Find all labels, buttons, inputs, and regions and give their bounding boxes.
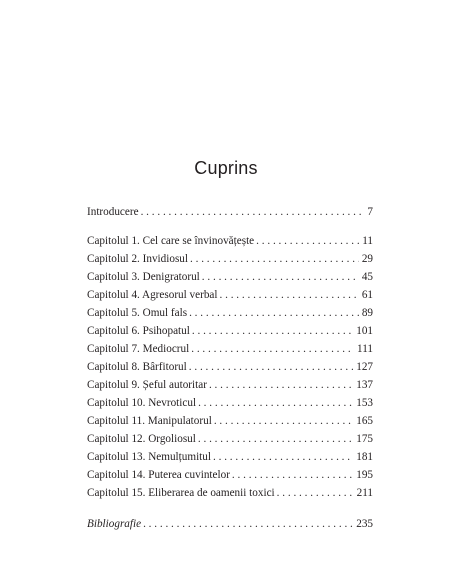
toc-entry-chapter-10	[87, 395, 373, 411]
dot-leader	[191, 341, 354, 357]
dot-leader	[189, 305, 359, 321]
toc-entry-page: 7	[367, 206, 373, 218]
toc-entry-label: Capitolul 14. Puterea cuvintelor	[87, 469, 230, 481]
toc-entry-page: 235	[356, 518, 373, 530]
toc-entry-label: Capitolul 13. Nemulțumitul	[87, 451, 211, 463]
toc-entry-page: 181	[356, 451, 373, 463]
toc-entry-page: 29	[361, 253, 373, 265]
toc-entry-chapter-3	[87, 269, 373, 285]
toc-entry-label: Capitolul 4. Agresorul verbal	[87, 289, 218, 301]
toc-entry-chapter-2	[87, 251, 373, 267]
toc-entry-introducere	[87, 204, 373, 220]
toc-entry-page: 11	[362, 235, 373, 247]
toc-entry-label: Capitolul 1. Cel care se învinovățește	[87, 235, 255, 247]
toc-entry-label: Introducere	[87, 206, 139, 218]
dot-leader	[202, 269, 359, 285]
dot-leader	[214, 413, 353, 429]
toc-entry-label: Capitolul 5. Omul fals	[87, 307, 188, 319]
toc-entry-label: Capitolul 6. Psihopatul	[87, 325, 190, 337]
dot-leader	[213, 449, 353, 465]
toc-entry-label: Capitolul 10. Nevroticul	[87, 397, 197, 409]
toc-entry-chapter-6	[87, 323, 373, 339]
toc-entry-chapter-7	[87, 341, 373, 357]
dot-leader	[143, 516, 353, 532]
toc-entry-label: Capitolul 3. Denigratorul	[87, 271, 200, 283]
dot-leader	[198, 431, 353, 447]
toc-entry-label: Capitolul 9. Șeful autoritar	[87, 379, 207, 391]
dot-leader	[232, 467, 353, 483]
toc-entry-chapter-11	[87, 413, 373, 429]
toc-entry-bibliografie	[87, 516, 373, 532]
toc-entry-label: Bibliografie	[87, 518, 142, 530]
dot-leader	[141, 204, 365, 220]
toc-entry-chapter-5	[87, 305, 373, 321]
toc-entry-label: Capitolul 12. Orgoliosul	[87, 433, 196, 445]
toc-entry-page: 89	[361, 307, 373, 319]
toc-entry-page: 153	[356, 397, 373, 409]
toc-entry-label: Capitolul 11. Manipulatorul	[87, 415, 212, 427]
toc-entry-chapter-14	[87, 467, 373, 483]
toc-entry-label: Capitolul 2. Invidiosul	[87, 253, 188, 265]
toc-entry-page: 127	[356, 361, 373, 373]
toc-entry-chapter-9	[87, 377, 373, 393]
dot-leader	[192, 323, 353, 339]
dot-leader	[209, 377, 353, 393]
toc-entry-label: Capitolul 8. Bârfitorul	[87, 361, 187, 373]
toc-entry-chapter-13	[87, 449, 373, 465]
toc-entry-chapter-4	[87, 287, 373, 303]
toc-entry-page: 61	[361, 289, 373, 301]
dot-leader	[189, 359, 353, 375]
toc-entry-label: Capitolul 15. Eliberarea de oamenii toxici	[87, 487, 275, 499]
dot-leader	[198, 395, 353, 411]
toc-entry-page: 45	[361, 271, 373, 283]
toc-entry-page: 137	[356, 379, 373, 391]
toc-entry-page: 165	[356, 415, 373, 427]
toc-entry-page: 101	[356, 325, 373, 337]
dot-leader	[256, 233, 359, 249]
toc-entry-chapter-1	[87, 233, 373, 249]
toc-entry-chapter-12	[87, 431, 373, 447]
dot-leader	[220, 287, 359, 303]
toc-entry-page: 175	[356, 433, 373, 445]
toc-entry-page: 195	[356, 469, 373, 481]
dot-leader	[190, 251, 359, 267]
toc-entry-label: Capitolul 7. Mediocrul	[87, 343, 190, 355]
toc-entry-chapter-8	[87, 359, 373, 375]
toc-entry-page: 211	[356, 487, 373, 499]
dot-leader	[277, 485, 354, 501]
toc-entry-page: 111	[357, 343, 373, 355]
page-title: Cuprins	[194, 158, 258, 178]
toc-entry-chapter-15	[87, 485, 373, 501]
